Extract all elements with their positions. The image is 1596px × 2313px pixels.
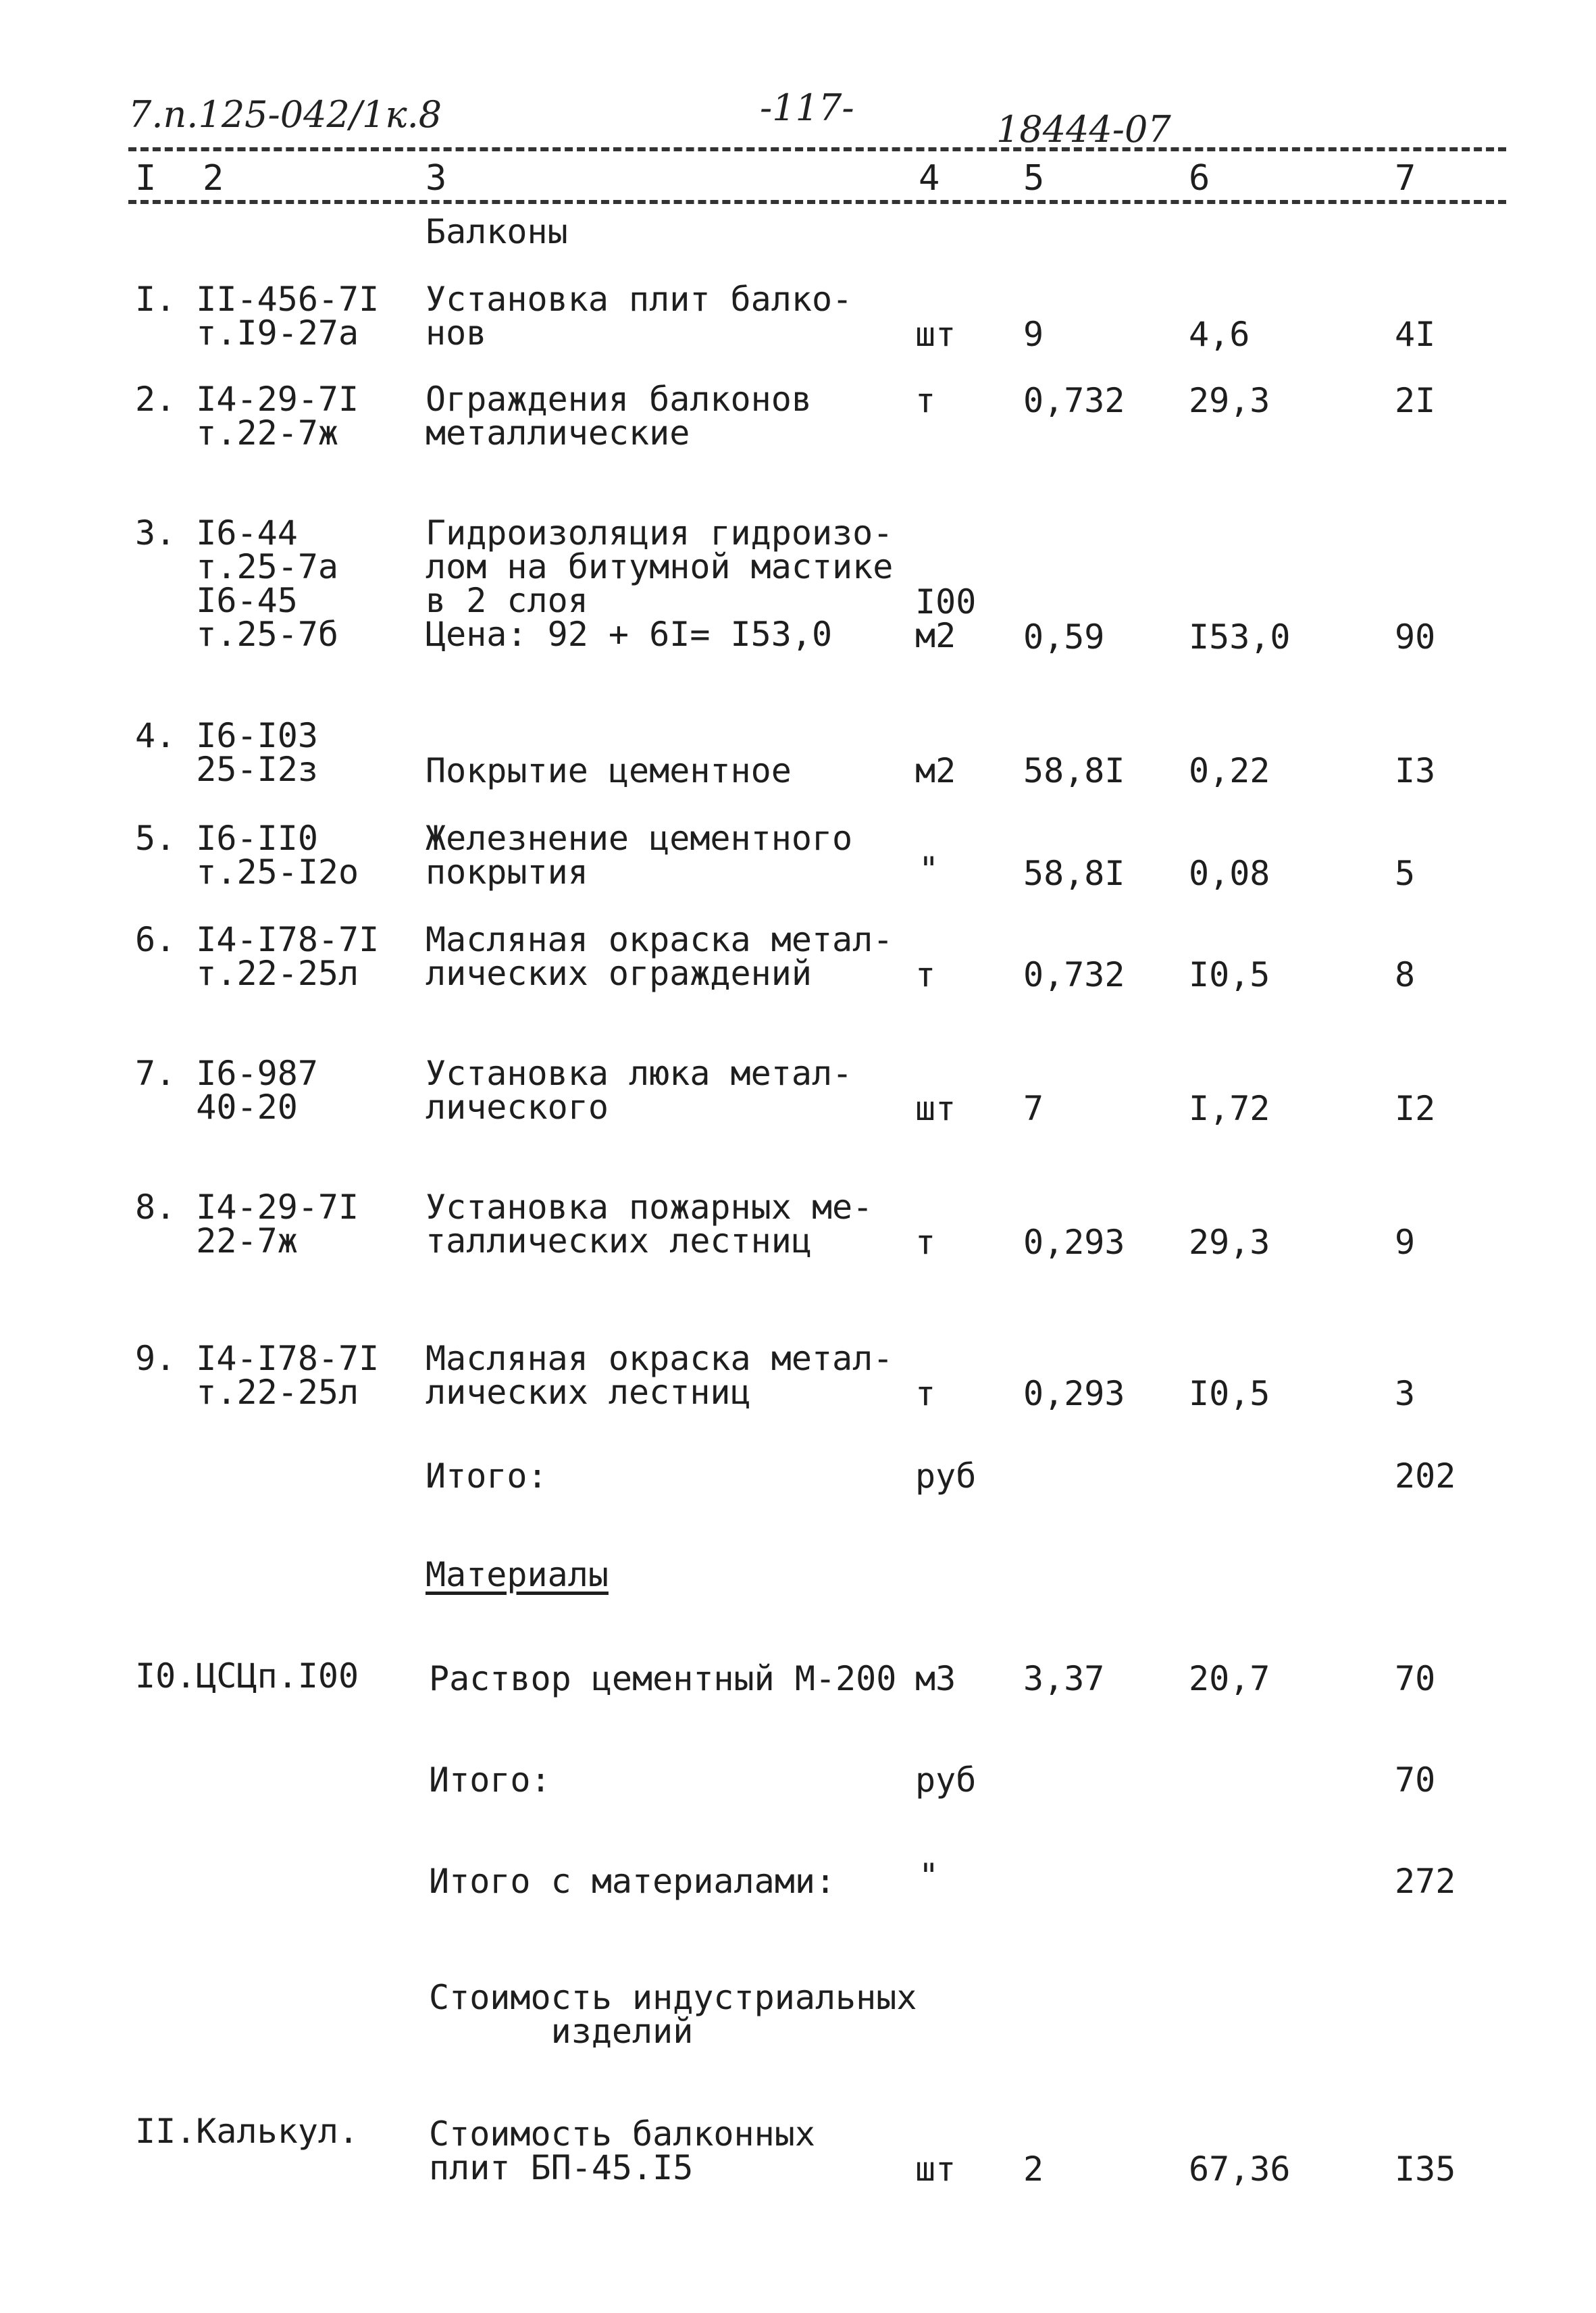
- material-row-name: Раствор цементный М-200: [429, 1659, 897, 1698]
- col-header-3: 3: [426, 158, 447, 199]
- row-8-total: 9: [1395, 1223, 1416, 1262]
- row-6-price: I0,5: [1189, 955, 1270, 994]
- row-5-price: 0,08: [1189, 854, 1270, 893]
- subtotal-1-unit: руб: [915, 1456, 977, 1496]
- row-8-name: Установка пожарных ме- таллических лестниц: [426, 1188, 873, 1261]
- row-7-unit: шт: [915, 1089, 956, 1128]
- row-5-code: 5. I6-II0 т.25-I2о: [135, 819, 359, 892]
- row-2-total: 2I: [1395, 381, 1436, 420]
- row-4-total: I3: [1395, 751, 1436, 790]
- row-9-price: I0,5: [1189, 1374, 1270, 1413]
- row-8-qty: 0,293: [1023, 1223, 1125, 1262]
- col-header-4: 4: [919, 158, 940, 199]
- row-9-qty: 0,293: [1023, 1374, 1125, 1413]
- row-3-total: 90: [1395, 617, 1436, 657]
- row-4-unit: м2: [915, 751, 956, 790]
- row-7-qty: 7: [1023, 1089, 1044, 1128]
- row-2-code: 2. I4-29-7I т.22-7ж: [135, 380, 359, 453]
- row-3-qty: 0,59: [1023, 617, 1105, 657]
- row-9-total: 3: [1395, 1374, 1416, 1413]
- row-2-unit: т: [915, 381, 936, 420]
- section-title-industrial: Стоимость индустриальных изделий: [429, 1978, 917, 2051]
- row-3-name: Гидроизоляция гидроизо- лом на битумной мастике в 2 слоя Цена: 92 + 6I= I53,0: [426, 513, 894, 654]
- calc-row-name: Стоимость балконных плит БП-45.I5: [429, 2114, 815, 2187]
- material-row-price: 20,7: [1189, 1659, 1270, 1698]
- section-title-materials: Материалы: [426, 1555, 609, 1594]
- subtotal-2-total: 70: [1395, 1760, 1436, 1800]
- col-header-1: I: [135, 158, 157, 199]
- row-3-price: I53,0: [1189, 617, 1291, 657]
- calc-row-total: I35: [1395, 2150, 1456, 2189]
- row-3-code: 3. I6-44 т.25-7а I6-45 т.25-7б: [135, 513, 339, 654]
- subtotal-2-unit: руб: [915, 1760, 977, 1800]
- material-row-qty: 3,37: [1023, 1659, 1105, 1698]
- subtotal-2-label: Итого:: [429, 1760, 551, 1800]
- subtotal-3-label: Итого с материалами:: [429, 1862, 836, 1901]
- calc-row-unit: шт: [915, 2150, 956, 2189]
- row-2-name: Ограждения балконов металлические: [426, 380, 812, 453]
- subtotal-1-total: 202: [1395, 1456, 1456, 1496]
- row-6-qty: 0,732: [1023, 955, 1125, 994]
- row-1-qty: 9: [1023, 315, 1044, 354]
- row-4-qty: 58,8I: [1023, 751, 1125, 790]
- row-4-price: 0,22: [1189, 751, 1270, 790]
- row-4-code: 4. I6-I03 25-I2з: [135, 716, 318, 789]
- row-1-unit: шт: [915, 315, 956, 354]
- row-8-price: 29,3: [1189, 1223, 1270, 1262]
- row-5-unit: ": [919, 850, 939, 889]
- material-row-total: 70: [1395, 1659, 1436, 1698]
- calc-row-price: 67,36: [1189, 2150, 1291, 2189]
- row-6-total: 8: [1395, 955, 1416, 994]
- col-header-5: 5: [1023, 158, 1045, 199]
- row-2-qty: 0,732: [1023, 381, 1125, 420]
- row-1-code: I. II-456-7I т.I9-27а: [135, 280, 380, 353]
- row-7-price: I,72: [1189, 1089, 1270, 1128]
- row-7-total: I2: [1395, 1089, 1436, 1128]
- row-7-code: 7. I6-987 40-20: [135, 1054, 318, 1127]
- row-8-code: 8. I4-29-7I 22-7ж: [135, 1188, 359, 1261]
- subtotal-3-unit: ": [919, 1856, 939, 1896]
- row-9-unit: т: [915, 1374, 936, 1413]
- row-5-total: 5: [1395, 854, 1416, 893]
- row-5-qty: 58,8I: [1023, 854, 1125, 893]
- row-4-name: Покрытие цементное: [426, 751, 792, 790]
- row-3-unit: I00 м2: [915, 582, 977, 655]
- header-rule-top: [128, 147, 1506, 151]
- row-5-name: Железнение цементного покрытия: [426, 819, 853, 892]
- row-1-name: Установка плит балко- нов: [426, 280, 853, 353]
- row-6-unit: т: [915, 955, 936, 994]
- row-7-name: Установка люка метал- лического: [426, 1054, 853, 1127]
- section-title-balconies: Балконы: [426, 212, 568, 251]
- row-1-price: 4,6: [1189, 315, 1250, 354]
- material-row-unit: м3: [915, 1659, 956, 1698]
- calc-row-qty: 2: [1023, 2150, 1044, 2189]
- row-9-name: Масляная окраска метал- лических лестниц: [426, 1339, 894, 1412]
- page-number: -117-: [760, 86, 854, 129]
- subtotal-3-total: 272: [1395, 1862, 1456, 1901]
- row-6-name: Масляная окраска метал- лических ограждений: [426, 920, 894, 993]
- doc-number: 18444-07: [996, 108, 1171, 151]
- calc-row-code: II.Калькул.: [135, 2112, 359, 2151]
- row-6-code: 6. I4-I78-7I т.22-25л: [135, 920, 380, 993]
- row-9-code: 9. I4-I78-7I т.22-25л: [135, 1339, 380, 1412]
- doc-code: 7.п.125-042/1к.8: [128, 93, 442, 136]
- row-2-price: 29,3: [1189, 381, 1270, 420]
- row-8-unit: т: [915, 1223, 936, 1262]
- col-header-7: 7: [1395, 158, 1416, 199]
- col-header-6: 6: [1189, 158, 1210, 199]
- row-1-total: 4I: [1395, 315, 1436, 354]
- col-header-2: 2: [203, 158, 224, 199]
- material-row-code: I0.ЦСЦп.I00: [135, 1656, 359, 1696]
- subtotal-1-label: Итого:: [426, 1456, 548, 1496]
- header-rule-bottom: [128, 200, 1506, 204]
